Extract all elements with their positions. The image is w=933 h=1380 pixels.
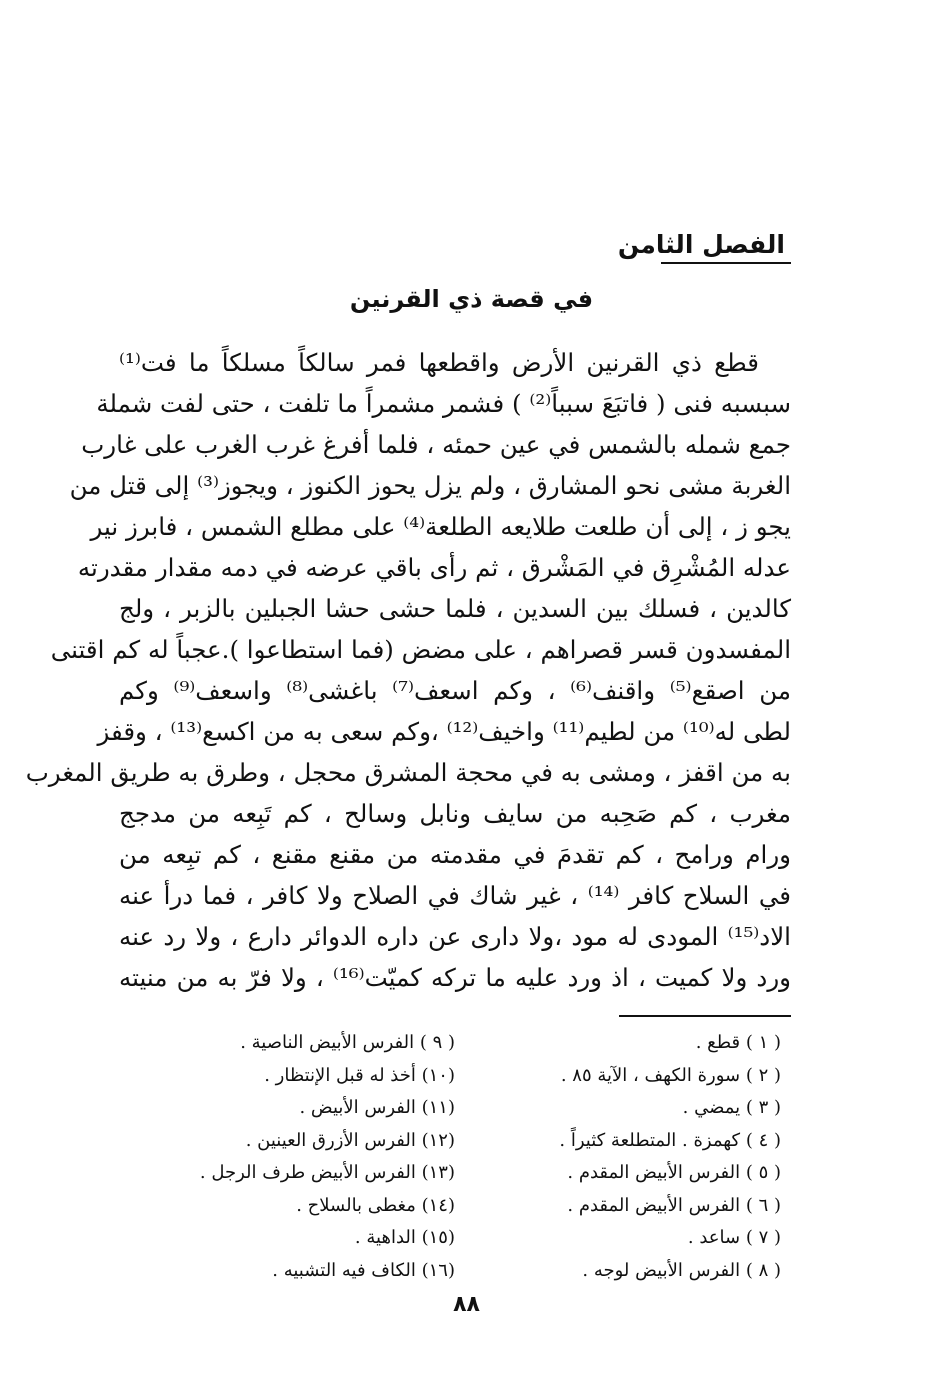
- footnote-item: ( ٤ ) كهمزة . المتطلعة كثيراً .: [559, 1129, 781, 1151]
- body-line: من اصقع⁽⁵⁾ واقنف⁽⁶⁾ ، وكم اسعف⁽⁷⁾ باغشى⁽⁸⁾ واسعف⁽⁹⁾ وكم: [119, 676, 792, 705]
- footnotes-left-column: [155, 1027, 455, 1287]
- body-line: الاد⁽¹⁵⁾ المودى له مود ،ولا دارى عن داره الدوائر دارع ، ولا رد عنه: [119, 922, 791, 951]
- body-line: سبسبه فنى ( فاتبَعَ سبباً⁽²⁾ ) فشمر مشمراً ما تلفت ، حتى لفت شملة: [96, 389, 791, 418]
- footnote-item: ( ٣ ) يمضي .: [682, 1097, 781, 1118]
- body-line: ورد ولا كميت ، اذ ورد عليه ما تركه كميّت⁽¹⁶⁾ ، ولا فرّ به من منيته: [119, 963, 791, 992]
- body-line: عدله المُشْرِق في المَشْرق ، ثم رأى باقي عرضه في دمه مقدار مقدرته: [77, 553, 791, 582]
- chapter-title: الفصل الثامن: [617, 230, 785, 259]
- body-line: في السلاح كافر ⁽¹⁴⁾ ، غير شاك في الصلاح ولا كافر ، فما درأ عنه: [119, 881, 791, 910]
- body-line: يجو ز ، إلى أن طلعت طلايعه الطلعة⁽⁴⁾ على مطلع الشمس ، فابرز نير: [90, 512, 791, 541]
- footnote-item: (١٦) الكاف فيه التشبيه .: [272, 1259, 455, 1281]
- body-line: المفسدون قسر قصراهم ، على مضض (فما استطاعوا ).عجباً له كم اقتنى: [50, 635, 791, 664]
- footnote-item: (١٣) الفرس الأبيض طرف الرجل .: [199, 1162, 455, 1183]
- body-line: لطى له⁽¹⁰⁾ من لطيم⁽¹¹⁾ واخيف⁽¹²⁾ ،وكم سعى به من اكسع⁽¹³⁾ ، وقفز: [97, 717, 791, 746]
- footnote-item: ( ٨ ) الفرس الأبيض لوجه .: [582, 1259, 781, 1281]
- body-line: الغربة مشى نحو المشارق ، ولم يزل يحوز الكنوز ، ويجوز⁽³⁾ إلى قتل من: [69, 471, 791, 500]
- footnotes-right-column: [481, 1027, 781, 1287]
- footnote-item: ( ٢ ) سورة الكهف ، الآية ٨٥ .: [560, 1064, 781, 1086]
- chapter-title-underline: [661, 262, 791, 264]
- footnote-item: (١٤) مغطى بالسلاح .: [296, 1194, 455, 1216]
- footnote-item: (١٥) الداهية .: [354, 1227, 455, 1248]
- footnote-item: ( ٦ ) الفرس الأبيض المقدم .: [567, 1194, 781, 1216]
- footnote-item: (١٢) الفرس الأزرق العينين .: [245, 1129, 455, 1151]
- footnote-item: ( ٧ ) ساعد .: [687, 1227, 781, 1248]
- footnote-item: ( ٩ ) الفرس الأبيض الناصية .: [240, 1032, 455, 1053]
- body-text: [25, 342, 792, 998]
- footnote-item: (١١) الفرس الأبيض .: [299, 1097, 455, 1118]
- footnote-item: (١٠) أخذ له قبل الإنتظار .: [264, 1064, 455, 1086]
- body-line: ورام ورامح ، كم تقدمَ في مقدمته من مقنع مقنع ، كم تبِعه من: [119, 840, 791, 869]
- body-line: به من اقفز ، ومشى به في محجة المشرق محجل ، وطرق به طريق المغرب: [25, 758, 791, 787]
- body-line: مغرب ، كم صَحِبه من سايف ونابل وسالح ، كم تَبِعه من مدجج: [119, 799, 791, 828]
- body-line: جمع شمله بالشمس في عين حمئه ، فلما أفرغ غرب الغرب على غارب: [81, 430, 791, 459]
- body-line: قطع ذي القرنين الأرض واقطعها فمر سالكاً مسلكاً ما فت⁽¹⁾: [119, 348, 759, 377]
- footnote-item: ( ٥ ) الفرس الأبيض المقدم .: [567, 1162, 781, 1183]
- page-number: ٨٨: [453, 1292, 480, 1317]
- footnote-separator: [619, 1015, 791, 1017]
- section-title: في قصة ذي القرنين: [349, 285, 594, 313]
- footnote-item: ( ١ ) قطع .: [695, 1032, 781, 1053]
- body-line: كالدين ، فسلك بين السدين ، فلما حشى حشا الجبلين بالزبر ، ولج: [119, 594, 791, 623]
